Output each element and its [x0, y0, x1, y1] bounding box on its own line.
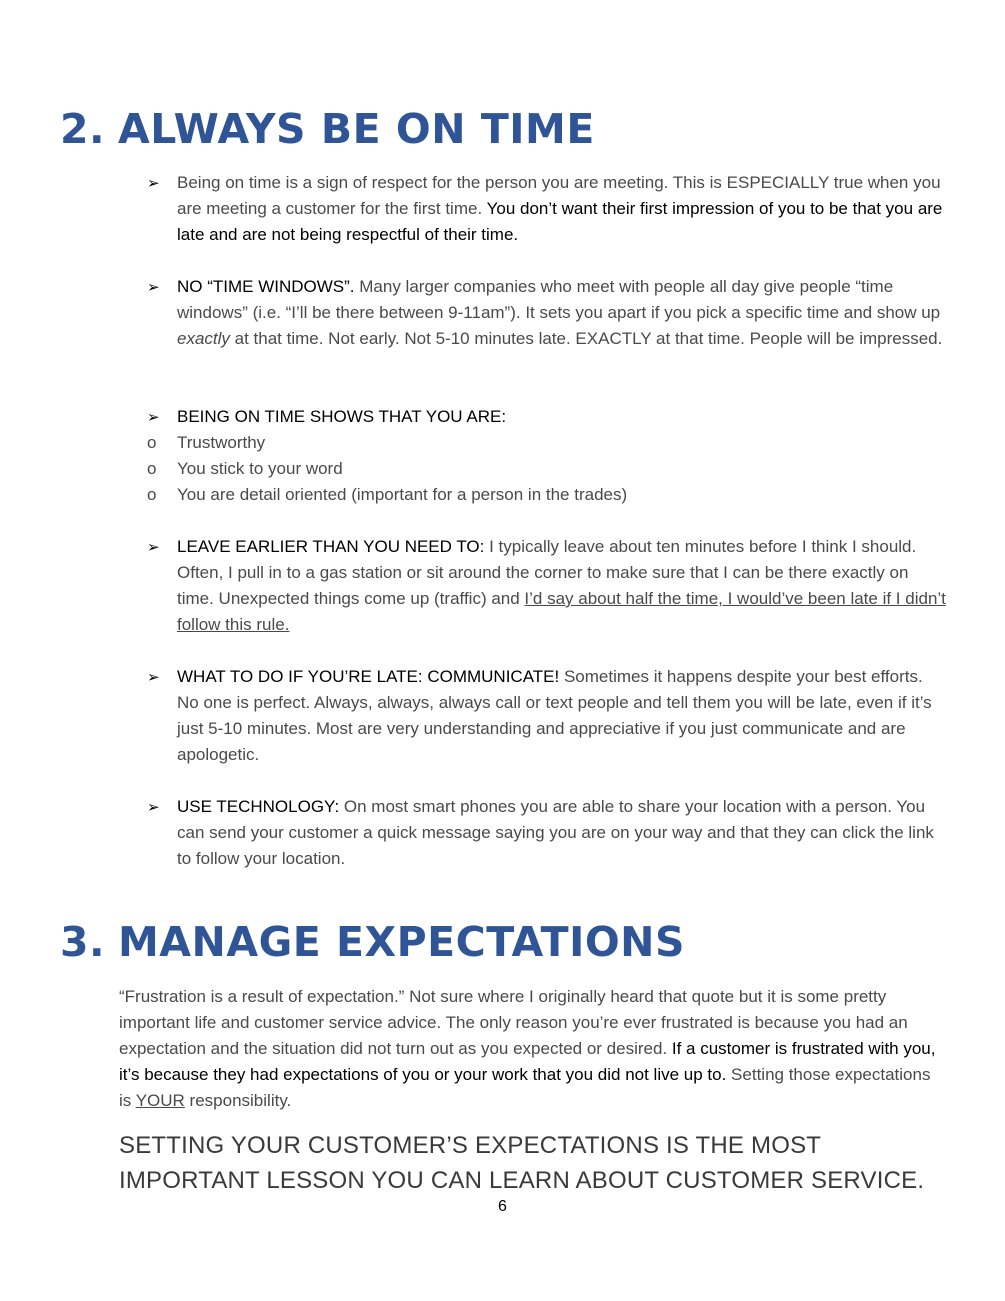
section-3-number: 3.	[60, 918, 106, 966]
section-3-title: MANAGE EXPECTATIONS	[118, 918, 686, 966]
bullet-arrow-icon: ➢	[147, 538, 160, 556]
bullet-underline: I’d say about half the time, I would’ve been late if I didn’t follow this rule.	[177, 589, 946, 634]
bullet-arrow-icon: ➢	[147, 668, 160, 686]
bullet-respect	[147, 170, 947, 248]
bullet-time-windows	[147, 274, 947, 352]
section-3-paragraph	[119, 984, 939, 1114]
sub-list-item	[117, 430, 947, 456]
paragraph-emphasis: If a customer is frustrated with you, it’s because they had expectations of you or your work that you did not live up to.	[119, 1039, 936, 1084]
bullet-text: Being on time is a sign of respect for the person you are meeting. This is ESPECIALLY true when you are meeting a customer for the first time.	[177, 173, 941, 218]
section-2-title: ALWAYS BE ON TIME	[118, 105, 595, 153]
section-2-number: 2.	[60, 105, 106, 153]
bullet-on-time-shows	[147, 404, 947, 508]
sub-item-text: Trustworthy	[177, 433, 266, 452]
bullet-lead: NO “TIME WINDOWS”.	[177, 277, 355, 296]
bullet-arrow-icon: ➢	[147, 408, 160, 426]
bullet-technology	[147, 794, 947, 872]
paragraph-text-continued: Setting those expectations is	[119, 1065, 931, 1110]
bullet-leave-earlier	[147, 534, 947, 638]
bullet-lead: BEING ON TIME SHOWS THAT YOU ARE:	[177, 407, 507, 426]
sub-bullet-marker: o	[147, 433, 157, 452]
bullet-arrow-icon: ➢	[147, 174, 160, 192]
bullet-if-late	[147, 664, 947, 768]
sub-list-item	[117, 482, 947, 508]
bullet-arrow-icon: ➢	[147, 278, 160, 296]
section-2-heading	[60, 105, 595, 153]
paragraph-text-end: responsibility.	[184, 1091, 292, 1110]
bullet-lead: LEAVE EARLIER THAN YOU NEED TO:	[177, 537, 485, 556]
paragraph-text: “Frustration is a result of expectation.” Not sure where I originally heard that quote but it is some pretty important life and customer service advice. The only reason you’re ever frustrated is because you had an expectation and the situation did not turn out as you expected or desired.	[119, 987, 908, 1058]
bullet-lead: USE TECHNOLOGY:	[177, 797, 340, 816]
bullet-italic: exactly	[177, 329, 230, 348]
bullet-text: Sometimes it happens despite your best efforts. No one is perfect. Always, always, always call or text people and tell them you will be late, even if it’s just 5-10 minutes. Most are very understanding and appreciative if you just communicate and are apologetic.	[177, 667, 932, 764]
sub-list-item	[117, 456, 947, 482]
sub-bullet-marker: o	[147, 485, 157, 504]
sub-bullet-marker: o	[147, 459, 157, 478]
bullet-text: Many larger companies who meet with people all day give people “time windows” (i.e. “I’ll be there between 9-11am”). It sets you apart if you pick a specific time and show up	[177, 277, 941, 322]
bullet-lead: WHAT TO DO IF YOU’RE LATE: COMMUNICATE!	[177, 667, 560, 686]
sub-item-text: You are detail oriented (important for a person in the trades)	[177, 485, 628, 504]
sub-item-text: You stick to your word	[177, 459, 343, 478]
bullet-text: On most smart phones you are able to share your location with a person. You can send your customer a quick message saying you are on your way and that they can click the link to follow your location.	[177, 797, 934, 868]
section-3-heading	[60, 918, 685, 966]
section-3-callout: SETTING YOUR CUSTOMER’S EXPECTATIONS IS THE MOST IMPORTANT LESSON YOU CAN LEARN ABOUT CUSTOMER SERVICE.	[119, 1132, 925, 1194]
bullet-text: I typically leave about ten minutes before I think I should. Often, I pull in to a gas station or sit around the corner to make sure that I can be there exactly on time. Unexpected things come up (traffic) and	[177, 537, 917, 608]
bullet-text-continued: at that time. Not early. Not 5-10 minutes late. EXACTLY at that time. People will be impressed.	[229, 329, 943, 348]
bullet-arrow-icon: ➢	[147, 798, 160, 816]
paragraph-underline: YOUR	[135, 1091, 185, 1110]
bullet-emphasis: You don’t want their first impression of you to be that you are late and are not being respectful of their time.	[177, 199, 943, 244]
page-number: 6	[498, 1198, 507, 1215]
